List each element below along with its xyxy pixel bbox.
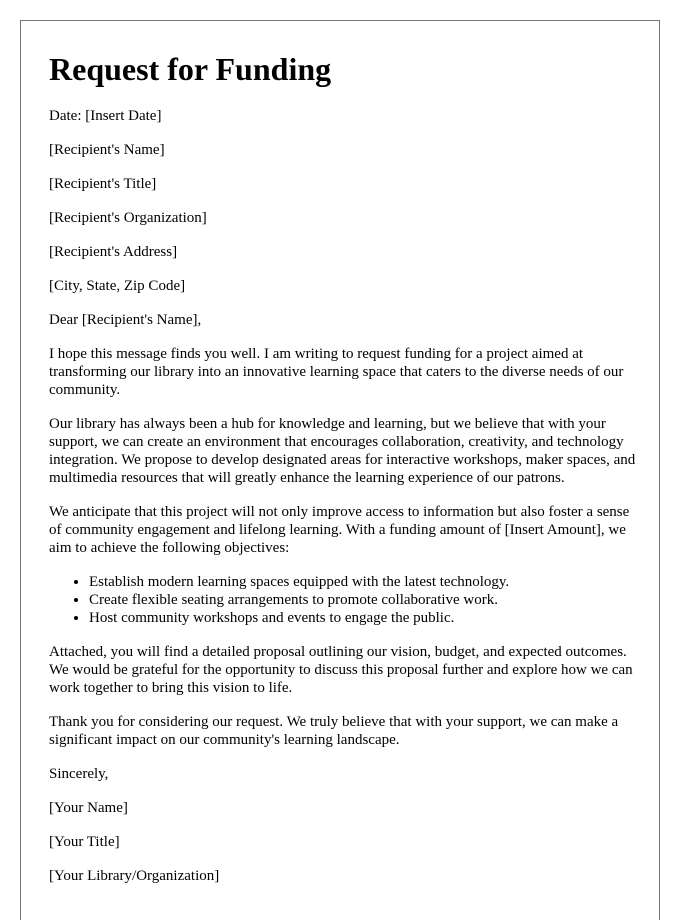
body-paragraph-intro: I hope this message finds you well. I am writing to request funding for a project aimed at transforming our library into an innovative learning space that caters to the diverse needs of our community. <box>49 346 624 398</box>
body-paragraph-thanks: Thank you for considering our request. We truly believe that with your support, we can make a significant impact on our community's learning landscape. <box>49 714 619 748</box>
sign-off: Sincerely, <box>49 766 109 782</box>
recipient-organization: [Recipient's Organization] <box>49 210 207 226</box>
objective-item: • Host community workshops and events to engage the public. <box>89 609 639 627</box>
objectives-list <box>49 573 639 627</box>
recipient-address: [Recipient's Address] <box>49 244 178 260</box>
sender-title: [Your Title] <box>49 834 120 850</box>
letter-page <box>20 20 660 920</box>
objective-item: • Create flexible seating arrangements to promote collaborative work. <box>89 591 639 609</box>
body-paragraph-attachment: Attached, you will find a detailed proposal outlining our vision, budget, and expected outcomes. We would be grateful for the opportunity to discuss this proposal further and explore how we can work together to bring this vision to life. <box>49 644 633 696</box>
body-paragraph-proposal: Our library has always been a hub for knowledge and learning, but we believe that with your support, we can create an environment that encourages collaboration, creativity, and technology integration. We propose to develop designated areas for interactive workshops, maker spaces, and multimedia resources that will greatly enhance the learning experience of our patrons. <box>49 416 636 486</box>
salutation: Dear [Recipient's Name], <box>49 312 202 328</box>
sender-organization: [Your Library/Organization] <box>49 868 220 884</box>
letter-content <box>49 50 639 901</box>
recipient-name: [Recipient's Name] <box>49 142 165 158</box>
body-paragraph-objectives-intro: We anticipate that this project will not only improve access to information but also foster a sense of community engagement and lifelong learning. With a funding amount of [Insert Amount], we aim to achieve the following objectives: <box>49 504 630 556</box>
recipient-title: [Recipient's Title] <box>49 176 157 192</box>
recipient-city-state-zip: [City, State, Zip Code] <box>49 278 186 294</box>
objective-item: • Establish modern learning spaces equipped with the latest technology. <box>89 573 639 591</box>
letter-title: Request for Funding <box>49 51 332 87</box>
date-line: Date: [Insert Date] <box>49 108 162 124</box>
sender-name: [Your Name] <box>49 800 128 816</box>
